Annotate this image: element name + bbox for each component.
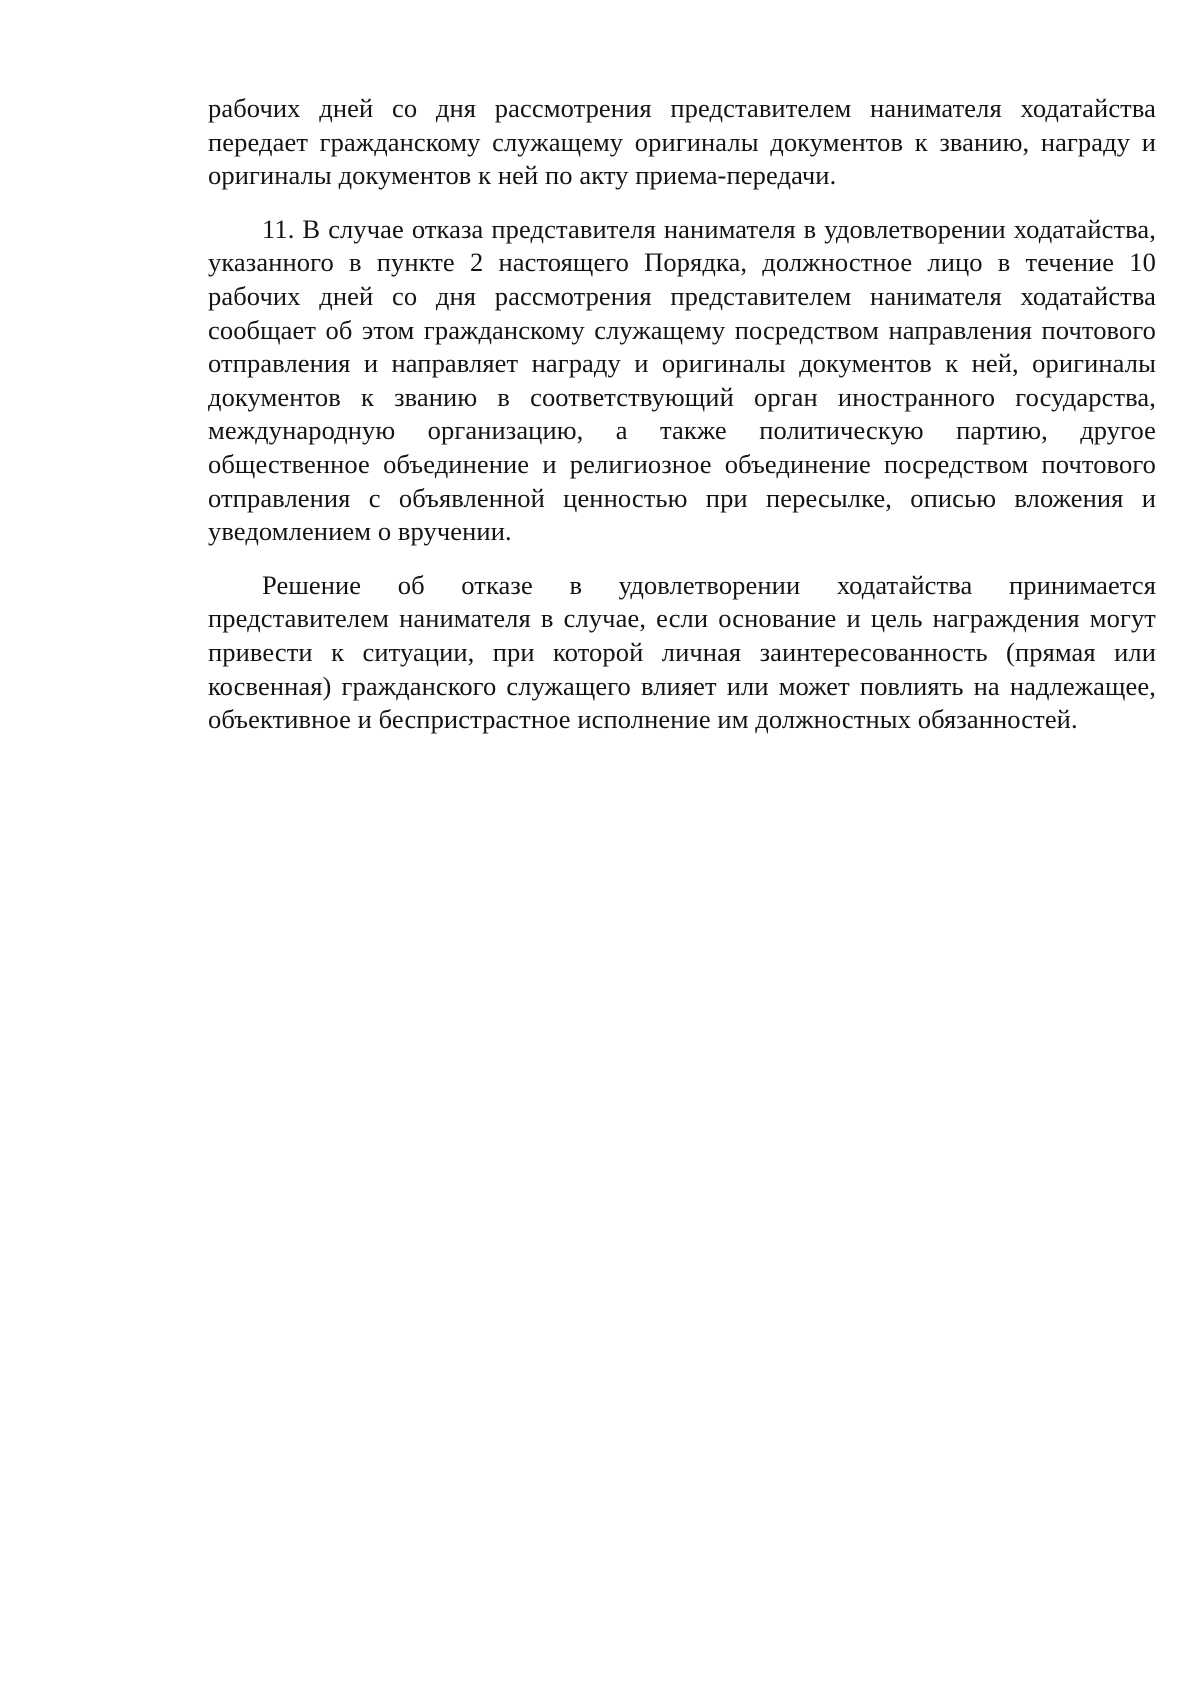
- document-body: [208, 92, 1156, 737]
- paragraph-continuation: [208, 92, 1156, 193]
- paragraph-refusal-decision: [208, 569, 1156, 737]
- paragraph-text: рабочих дней со дня рассмотрения представителем нанимателя ходатайства передает гражданскому служащему оригиналы документов к званию, награду и оригиналы документов к ней по акту приема-передачи.: [208, 93, 1156, 191]
- paragraph-item-11: [208, 213, 1156, 549]
- paragraph-text: Решение об отказе в удовлетворении ходатайства принимается представителем нанимателя в случае, если основание и цель награждения могут привести к ситуации, при которой личная заинтересованность (прямая или косвенная) гражданского служащего влияет или может повлиять на надлежащее, объективное и беспристрастное исполнение им должностных обязанностей.: [208, 569, 1156, 735]
- paragraph-text: 11. В случае отказа представителя нанимателя в удовлетворении ходатайства, указанного в пункте 2 настоящего Порядка, должностное лицо в течение 10 рабочих дней со дня рассмотрения представителем нанимателя ходатайства сообщает об этом гражданскому служащему посредством направления почтового отправления и направляет награду и оригиналы документов к ней, оригиналы документов к званию в соответствующий орган иностранного государства, международную организацию, а также политическую партию, другое общественное объединение и религиозное объединение посредством почтового отправления с объявленной ценностью при пересылке, описью вложения и уведомлением о вручении.: [208, 213, 1156, 547]
